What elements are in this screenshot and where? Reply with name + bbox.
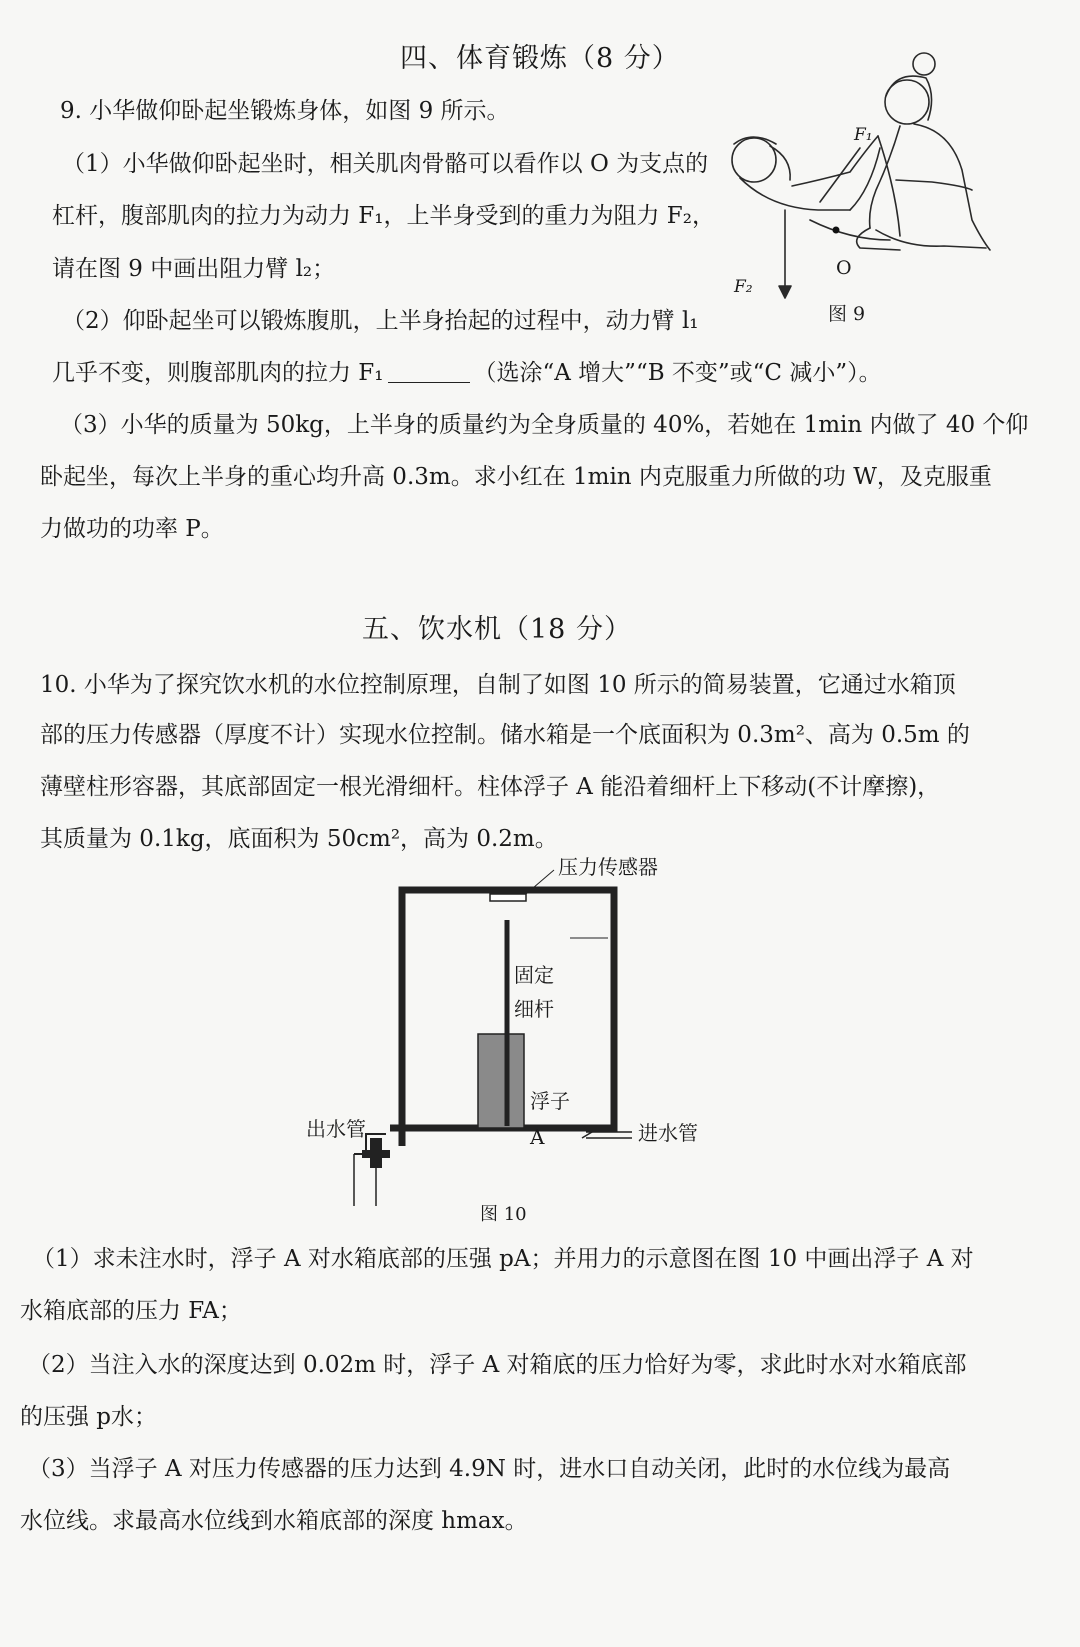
q10-line1: 10. 小华为了探究饮水机的水位控制原理，自制了如图 10 所示的简易装置，它通过水箱顶 xyxy=(40,672,956,698)
q10-part1-line2: 水箱底部的压力 FA； xyxy=(20,1298,242,1324)
q9-part3-line2: 卧起坐，每次上半身的重心均升高 0.3m。求小红在 1min 内克服重力所做的功 W，及克服重 xyxy=(40,464,992,490)
person-head xyxy=(732,138,776,182)
q10-line2: 部的压力传感器（厚度不计）实现水位控制。储水箱是一个底面积为 0.3m²、高为 0.5m 的 xyxy=(40,722,970,748)
inlet-label: 进水管 xyxy=(638,1121,698,1145)
section5-title: 五、饮水机（18 分） xyxy=(362,614,632,645)
helper-back xyxy=(914,124,990,250)
q9-part2-text-a: 几乎不变，则腹部肌肉的拉力 F₁ xyxy=(52,360,384,386)
label-f2: F₂ xyxy=(734,277,753,297)
float-label-2: A xyxy=(530,1125,545,1149)
q10-part1-line1: （1）求未注水时，浮子 A 对水箱底部的压强 pA；并用力的示意图在图 10 中画出浮子 A 对 xyxy=(32,1246,974,1272)
q10-part3-line1: （3）当浮子 A 对压力传感器的压力达到 4.9N 时，进水口自动关闭，此时的水位线为最高 xyxy=(28,1456,951,1482)
section4-title: 四、体育锻炼（8 分） xyxy=(400,43,680,74)
q9-part3-line1: （3）小华的质量为 50kg，上半身的质量约为全身质量的 40%，若她在 1min 内做了 40 个仰 xyxy=(60,412,1029,438)
q10-part2-line2: 的压强 p水； xyxy=(20,1404,158,1430)
q9-part3-line3: 力做功的功率 P。 xyxy=(40,516,224,542)
outlet-label: 出水管 xyxy=(306,1117,366,1141)
q9-part1-line3: 请在图 9 中画出阻力臂 l₂； xyxy=(52,256,336,282)
q9-part2-line1: （2）仰卧起坐可以锻炼腹肌，上半身抬起的过程中，动力臂 l₁ xyxy=(62,308,699,334)
label-f1: F₁ xyxy=(854,125,873,145)
pivot-point-o xyxy=(833,227,840,234)
sensor-label: 压力传感器 xyxy=(558,855,658,879)
rod-label-1: 固定 xyxy=(514,963,554,987)
pressure-sensor xyxy=(490,894,526,901)
q9-part2-line2 xyxy=(52,354,882,387)
float-label-1: 浮子 xyxy=(530,1089,570,1113)
figure-10-caption: 图 10 xyxy=(480,1204,527,1225)
q9-part2-text-b: （选涂“A 增大”“B 不变”或“C 减小”）。 xyxy=(473,360,882,386)
rod-label-2: 细杆 xyxy=(514,997,554,1021)
q9-part1-line1: （1）小华做仰卧起坐时，相关肌肉骨骼可以看作以 O 为支点的 xyxy=(62,151,709,177)
figure-9-caption: 图 9 xyxy=(828,303,866,325)
q10-part3-line2: 水位线。求最高水位线到水箱底部的深度 hmax。 xyxy=(20,1508,528,1534)
float-a xyxy=(478,1034,524,1128)
q9-part1-line2: 杠杆，腹部肌肉的拉力为动力 F₁，上半身受到的重力为阻力 F₂， xyxy=(52,203,715,229)
label-o: O xyxy=(836,257,852,279)
q10-part2-line1: （2）当注入水的深度达到 0.02m 时，浮子 A 对箱底的压力恰好为零，求此时水对水箱底部 xyxy=(28,1352,967,1378)
helper-hair-bun xyxy=(913,53,935,75)
q10-line3: 薄壁柱形容器，其底部固定一根光滑细杆。柱体浮子 A 能沿着细杆上下移动(不计摩擦)， xyxy=(40,774,941,800)
q10-line4: 其质量为 0.1kg，底面积为 50cm²，高为 0.2m。 xyxy=(40,826,558,852)
figure-9 xyxy=(700,40,1000,340)
q9-intro: 9. 小华做仰卧起坐锻炼身体，如图 9 所示。 xyxy=(60,98,510,124)
figure-10 xyxy=(300,850,740,1230)
answer-blank[interactable] xyxy=(388,382,470,383)
force-f1-line xyxy=(820,148,860,202)
